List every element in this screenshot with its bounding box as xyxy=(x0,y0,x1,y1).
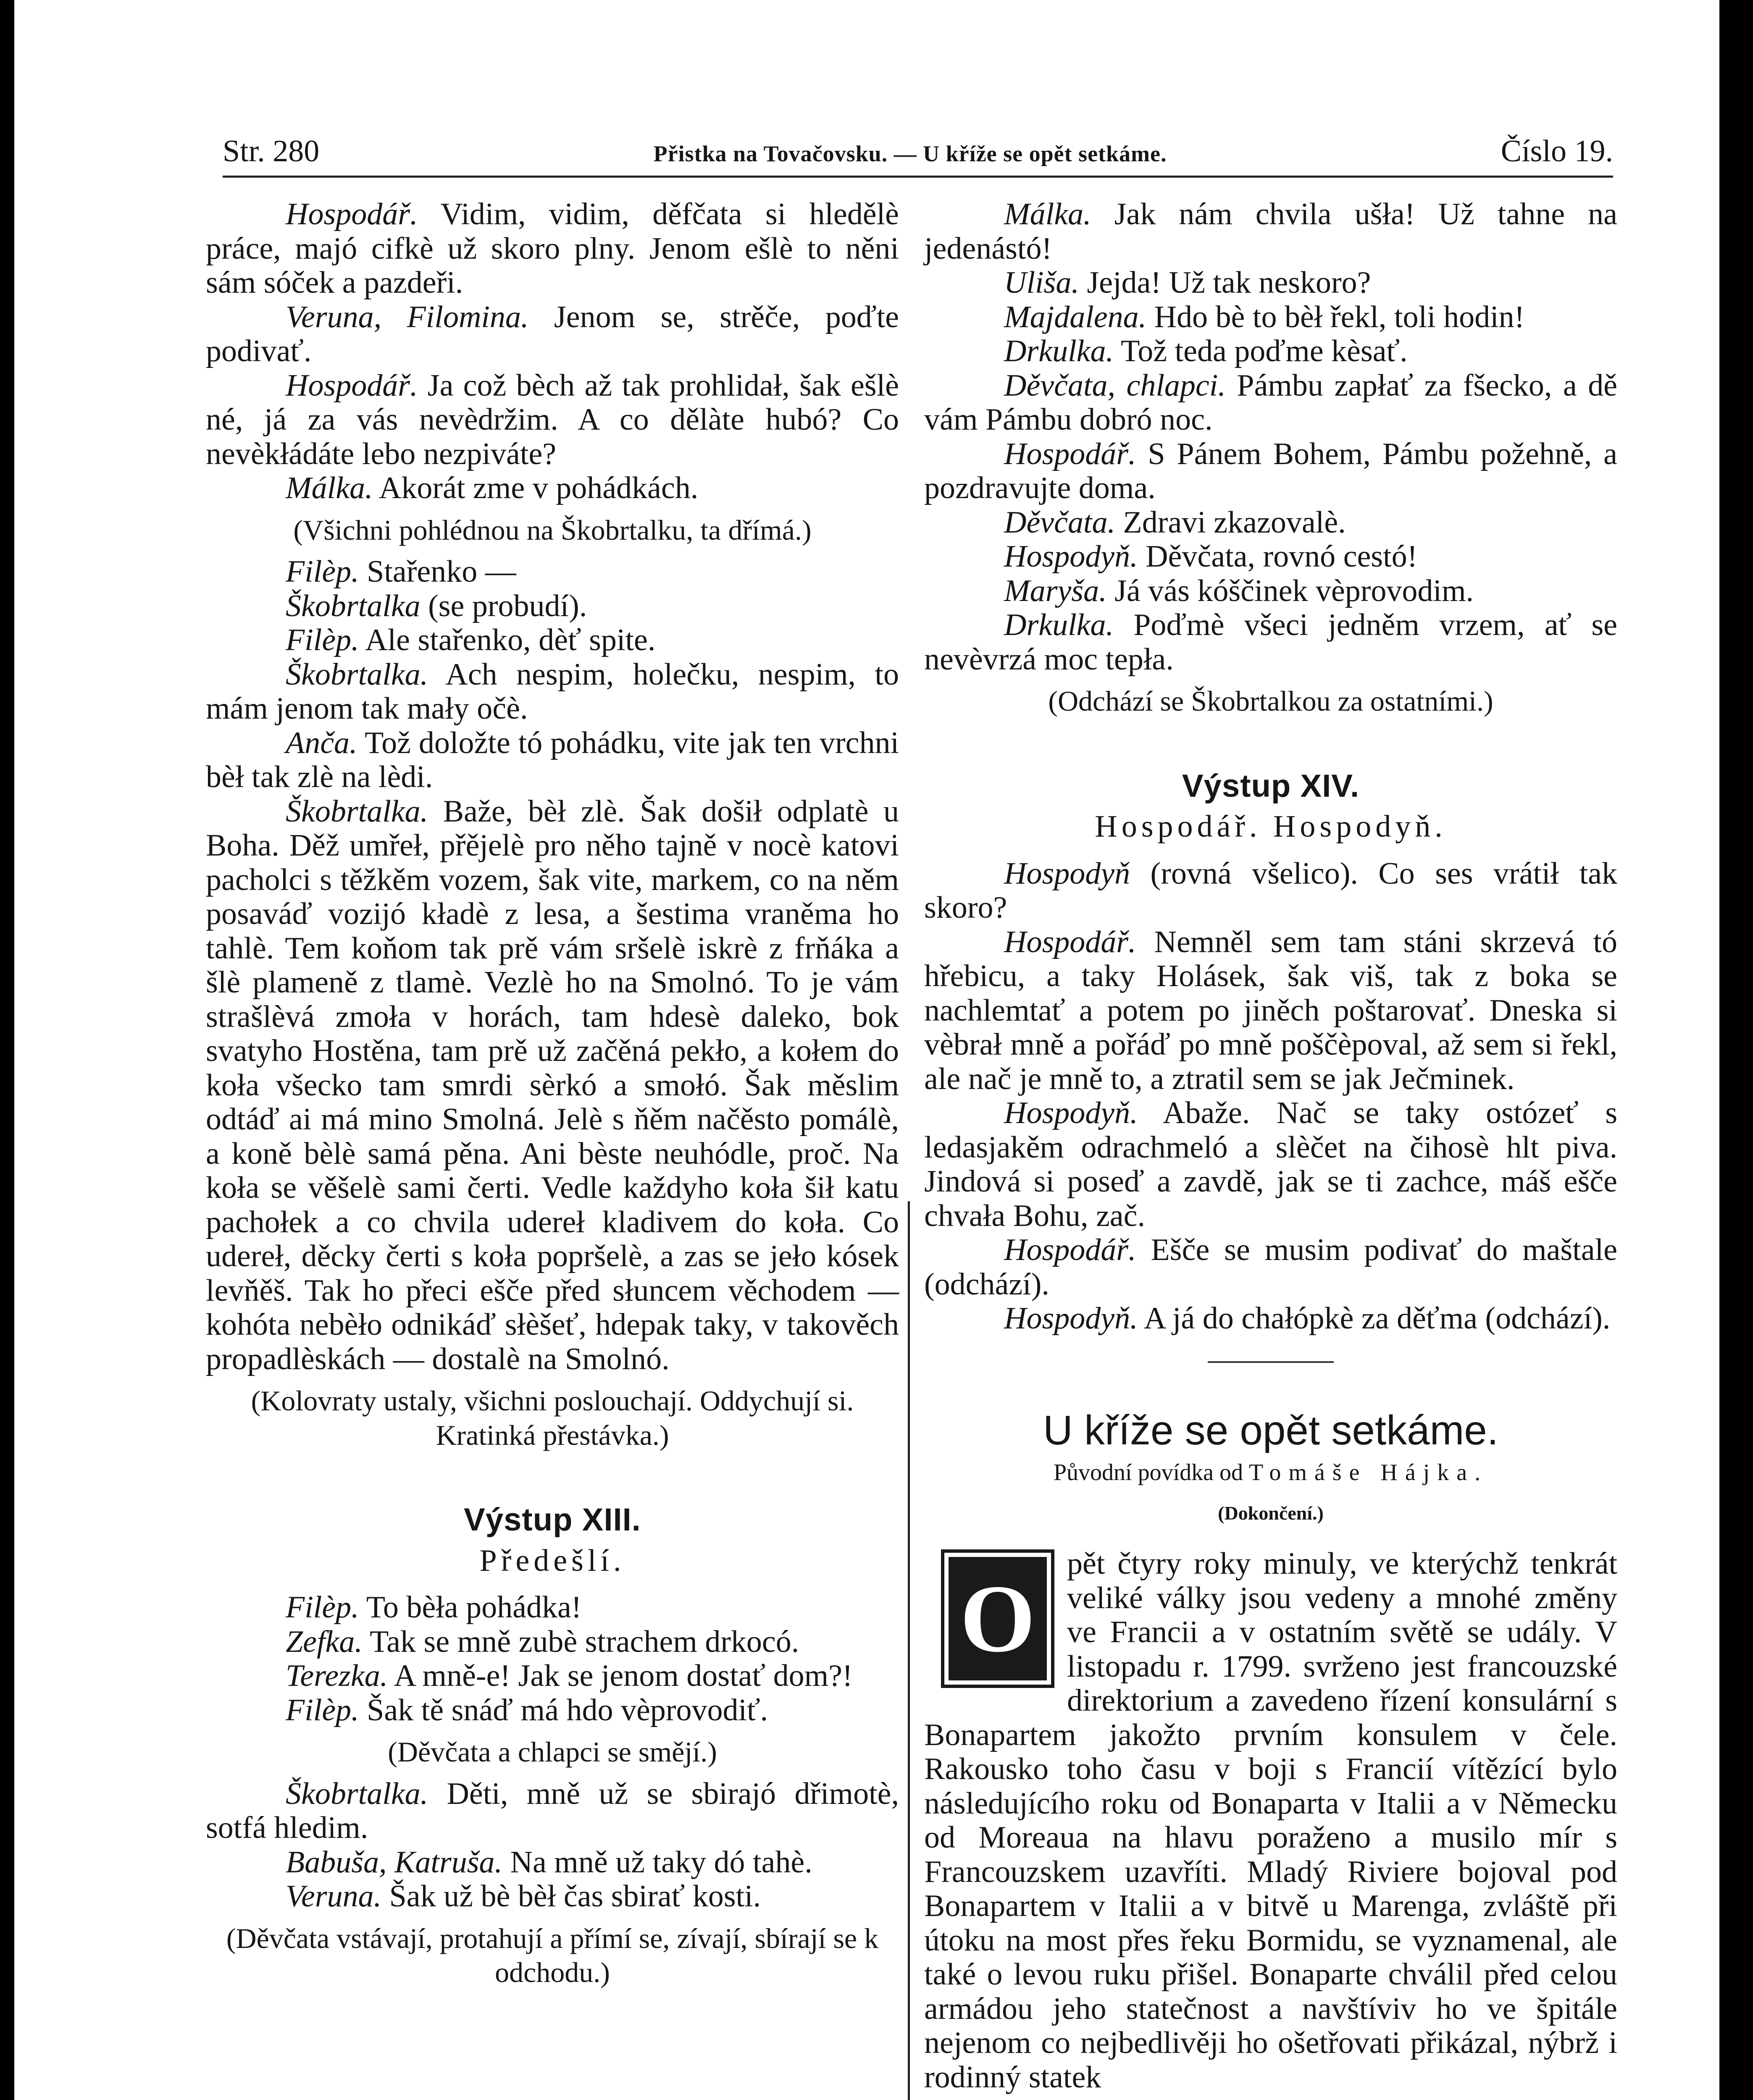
speech: Hdo bè to bèł řekl, toli hodin! xyxy=(1146,299,1525,334)
dialogue-paragraph xyxy=(924,1096,1617,1233)
scan-edge-right xyxy=(1719,0,1753,2100)
speech: Akorát zme v pohádkách. xyxy=(373,471,699,505)
dialogue-paragraph xyxy=(924,197,1617,266)
story-byline xyxy=(924,1456,1617,1490)
speech: Pámbu zapłať za fšecko, a dě vám Pámbu dobró noc. xyxy=(924,368,1617,437)
byline-text: Původní povídka od xyxy=(1053,1460,1243,1486)
stage-direction: (Všichni pohlédnou na Škobrtalku, ta dřímá.) xyxy=(293,514,812,546)
speech: Šak už bè bèł čas sbirať kosti. xyxy=(381,1879,761,1914)
speech: Já vás kóščinek vèprovodim. xyxy=(1106,573,1474,608)
dialogue-paragraph xyxy=(206,658,899,726)
speech: Abaže. Nač se taky ostózeť s ledasjakěm odrachmeló a slèčet na čihosè hlt piva. Jindová si poseď a zavdě, jak se ti zachce, máš ešče chvała Bohu, zač. xyxy=(924,1096,1617,1233)
speech: A mně-e! Jak se jenom dostať dom?! xyxy=(388,1659,853,1693)
speech: Ja což bèch až tak prohlidał, šak ešlè né, já za vás nevèdržim. A co dělàte hubó? Co nevèkłádáte lebo nezpiváte? xyxy=(206,368,899,471)
speaker: Málka. xyxy=(286,471,373,505)
speaker: Škobrtalka. xyxy=(286,1776,428,1811)
issue-number: Číslo 19. xyxy=(1501,134,1613,168)
dialogue-paragraph xyxy=(924,857,1617,925)
drop-cap-letter: O xyxy=(949,1557,1047,1680)
speaker: Málka. xyxy=(1004,197,1091,231)
speaker: Hospodář. xyxy=(1004,1233,1136,1267)
speaker: Filèp. xyxy=(286,1590,359,1625)
speaker: Drkulka. xyxy=(1004,334,1114,368)
dialogue-line xyxy=(924,266,1617,300)
speech: Tož doložte tó pohádku, vite jak ten vrchni bèł tak zlè na lèdi. xyxy=(206,725,899,794)
continuation-note: (Dokončení.) xyxy=(1218,1502,1324,1524)
dialogue-line xyxy=(206,555,899,589)
speaker: Terezka. xyxy=(286,1659,388,1693)
dialogue-paragraph xyxy=(206,1659,899,1693)
dialogue-paragraph xyxy=(924,925,1617,1097)
speaker: Veruna. xyxy=(286,1879,382,1914)
speaker: Škobrtalka. xyxy=(286,794,428,829)
speaker: Děvčata, chlapci. xyxy=(1004,368,1226,403)
speech: Vidim, vidim, děfčata si hledělè práce, majó cifkè už skoro plny. Jenom ešlè to něni sám sóček a pazdeři. xyxy=(206,197,899,300)
speech: Tak se mně zubè strachem drkocó. xyxy=(362,1624,799,1659)
speech: Šak tě snáď má hdo vèprovodiť. xyxy=(359,1693,768,1727)
dialogue-paragraph xyxy=(206,795,899,1377)
dialogue-paragraph xyxy=(206,471,899,506)
speaker: Veruna, Filomina. xyxy=(286,299,529,334)
drop-cap-initial xyxy=(941,1549,1054,1688)
speech: Stařenko — xyxy=(359,554,516,589)
speech: Ešče se musim podivať do maštale (odchází). xyxy=(924,1233,1617,1302)
dialogue-paragraph xyxy=(206,1845,899,1880)
speaker: Drkulka. xyxy=(1004,608,1114,642)
right-column xyxy=(924,197,1617,2095)
scan-tab xyxy=(1738,1730,1753,1781)
speaker: Hospodyň xyxy=(1004,856,1130,891)
dialogue-line xyxy=(924,574,1617,609)
speech: S Pánem Bohem, Pámbu požehně, a pozdravujte doma. xyxy=(924,436,1617,505)
dialogue-line xyxy=(924,300,1617,335)
stage-direction: (Odchází se Škobrtalkou za ostatními.) xyxy=(1048,685,1493,717)
dialogue-paragraph xyxy=(924,437,1617,506)
dialogue-line xyxy=(206,623,899,658)
dialogue-paragraph xyxy=(206,1625,899,1659)
speaker: Majdalena. xyxy=(1004,299,1147,334)
speaker: Hospodář. xyxy=(286,368,418,403)
speaker: Hospodyň. xyxy=(1004,1301,1138,1336)
speech: Tož teda poďme kèsať. xyxy=(1114,334,1408,368)
speaker: Škobrtalka. xyxy=(286,657,428,692)
speech: To bèła pohádka! xyxy=(359,1590,582,1625)
speech: Na mně už taky dó tahè. xyxy=(502,1845,812,1880)
speaker: Babuša, Katruša. xyxy=(286,1845,503,1880)
stage-direction: (Děvčata vstávají, protahují a přímí se, zívají, sbírají se k odchodu.) xyxy=(226,1922,879,1988)
dialogue-paragraph xyxy=(924,369,1617,437)
story-paragraph: pět čtyry roky minuly, ve kterýchž tenkrát veliké války jsou vedeny a mnohé změny ve Francii a v ostatním světě se udály. V listopadu r. 1799. svrženo jest francouzské direktorium a zavedeno řízení konsulární s Bonapartem jakožto prvním konsulem v čele. Rakousko toho času v boji s Francií vítězící bylo následujícího roku od Bonaparta v Italii a v Německu od Moreaua na hlavu poraženo a musilo mír s Francouzskem uzavříti. Mladý Riviere bojoval pod Bonapartem v Italii a v bitvě u Marenga, zvláště při útoku na most přes řeku Bormidu, se vyznamenal, ale také o levou ruku přišel. Bonaparte chválil před celou armádou jeho statečnost a navštíviv ho ve špitále nejenom co nejbedlivěji ho ošetřovati přikázal, nýbrž i rodinný statek xyxy=(924,1546,1617,2095)
dialogue-paragraph xyxy=(206,726,899,795)
stage-direction: (Děvčata a chlapci se smějí.) xyxy=(388,1736,717,1768)
dialogue-paragraph xyxy=(206,1693,899,1728)
speaker: Hospodář. xyxy=(1004,436,1136,471)
dialogue-paragraph xyxy=(206,1880,899,1914)
scan-edge-left xyxy=(0,0,14,2100)
dialogue-paragraph xyxy=(924,1302,1617,1336)
dialogue-paragraph xyxy=(206,1777,899,1845)
speech: (rovná všelico). Co ses vrátił tak skoro? xyxy=(924,856,1617,925)
running-title: Přistka na Tovačovsku. — U kříže se opět setkáme. xyxy=(653,141,1167,166)
dialogue-paragraph xyxy=(924,1233,1617,1302)
story-title: U kříže se opět setkáme. xyxy=(1043,1407,1498,1453)
speaker: Hospodyň. xyxy=(1004,539,1138,574)
speaker: Škobrtalka xyxy=(286,588,421,623)
speaker: Děvčata. xyxy=(1004,505,1116,540)
dialogue-paragraph xyxy=(206,300,899,369)
dialogue-paragraph xyxy=(924,608,1617,677)
speech: (se probudí). xyxy=(420,588,587,623)
dialogue-paragraph xyxy=(206,1591,899,1625)
dialogue-paragraph xyxy=(206,369,899,472)
speaker: Filèp. xyxy=(286,1693,359,1727)
speech: Nemněl sem tam stáni skrzevá tó hřebicu, a taky Holásek, šak viš, tak z boka se nachlemtať a potem po jiněch poštarovať. Dneska si vèbrał mně a pořáď po mně poščèpoval, až sem si řekl, ale nač je mně to, a ztratil sem se jak Ječminek. xyxy=(924,924,1617,1096)
dialogue-paragraph xyxy=(206,197,899,300)
stage-direction: (Kolovraty ustaly, všichni poslouchají. Oddychují si. Kratinká přestávka.) xyxy=(251,1385,854,1451)
speaker: Filèp. xyxy=(286,623,359,657)
scene-characters: Předešlí. xyxy=(479,1543,626,1578)
speaker: Anča. xyxy=(286,725,357,760)
speech: Ach nespim, holečku, nespim, to mám jenom tak mały očè. xyxy=(206,657,899,726)
speech: Ale stařenko, dèť spite. xyxy=(359,623,656,657)
scene-heading: Výstup XIV. xyxy=(1182,768,1360,804)
left-column xyxy=(206,197,899,1998)
dialogue-line xyxy=(206,589,899,624)
speech: Baže, bèł zlè. Šak došił odplatè u Boha. Děž umřeł, přějelè pro něho tajně v nocè katovi pacholci s těžkěm vozem, šak vite, markem, co na něm posaváď vozijó kładè z lesa, a šestima vraněma ho tahlè. Tem koňom tak prě vám sršelè iskrè z frňáka a šlè plameně z tlamè. Vezlè ho na Smolnó. To je vám strašlèvá zmoła v horách, tam hdesè daleko, bok svatyho Hostěna, tam prě už začěná pekło, a kołem do koła všecko tam smrdi sèrkó a smołó. Šak měslim odtáď ai má mino Smolná. Jelè s ňěm načěsto pomálè, a koně bèlè samá pěna. Ani bèste neuhódle, proč. Na koła se věšelè sami čerti. Vedle každyho koła šił katu pachołek a co chvila udereł kladivem do koła. Co udereł, děcky čerti s koła popršelè, a zas se jeło kósek levňěš. Tak ho přeci ešče před słuncem věchodem — kohóta nebèło odnikáď słèšeť, hdepak taky, v takověch propadlèskách — dostalè na Smolnó. xyxy=(206,794,899,1376)
speaker: Filèp. xyxy=(286,554,359,589)
dialogue-line xyxy=(924,506,1617,540)
author-name: Tomáše Hájka. xyxy=(1249,1460,1488,1486)
dialogue-line xyxy=(924,334,1617,369)
speaker: Hospodyň. xyxy=(1004,1096,1138,1130)
speaker: Hospodář. xyxy=(1004,924,1136,959)
speech: A já do chałópkè za děťma (odchází). xyxy=(1138,1301,1611,1336)
speaker: Maryša. xyxy=(1004,573,1107,608)
page-number: Str. 280 xyxy=(223,134,320,168)
speech: Děti, mně už se sbirajó dřimotè, sotfá hledim. xyxy=(206,1776,899,1845)
header-rule xyxy=(223,176,1613,178)
scene-heading: Výstup XIII. xyxy=(464,1502,641,1538)
dialogue-line xyxy=(924,540,1617,574)
speech: Jenom se, strěče, poďte podivať. xyxy=(206,299,899,368)
section-divider xyxy=(1208,1361,1334,1363)
speech: Poďmè všeci jedněm vrzem, ať se nevèvrzá moc tepła. xyxy=(924,608,1617,677)
column-rule xyxy=(908,1201,910,2100)
speech: Zdravi zkazovalè. xyxy=(1115,505,1346,540)
speech: Děvčata, rovnó cestó! xyxy=(1138,539,1418,574)
speaker: Zefka. xyxy=(286,1624,363,1659)
speech: Jak nám chvila ušła! Už tahne na jedenástó! xyxy=(924,197,1617,266)
speaker: Uliša. xyxy=(1004,265,1079,300)
scene-characters: Hospodář. Hospodyň. xyxy=(1095,809,1447,844)
speech: Jejda! Už tak neskoro? xyxy=(1079,265,1371,300)
speaker: Hospodář. xyxy=(286,197,418,231)
page-header xyxy=(223,134,1613,171)
